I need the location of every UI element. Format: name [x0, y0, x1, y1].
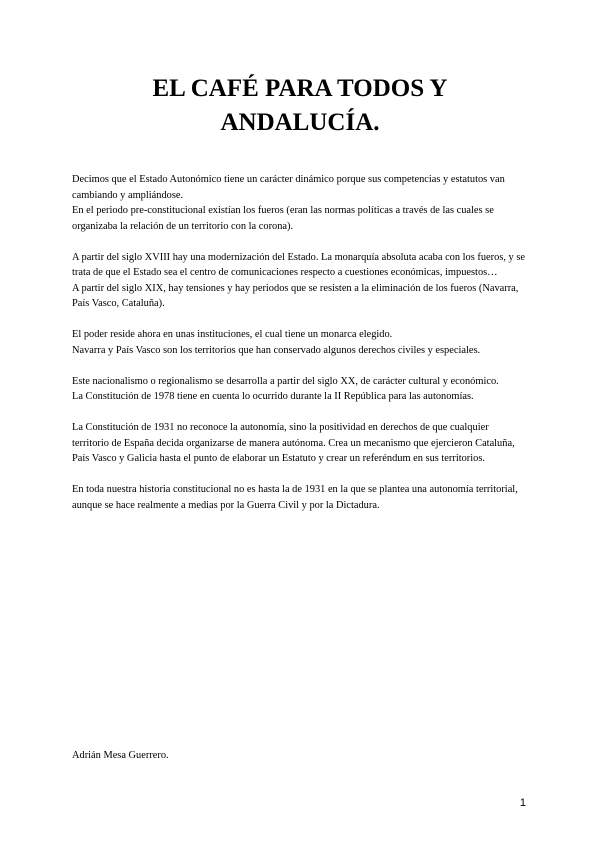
title-line: ANDALUCÍA.: [220, 109, 380, 136]
paragraph-nacionalismo: [72, 374, 528, 405]
text-line: A partir del siglo XVIII hay una modernización del Estado. La monarquía absoluta acaba con los fueros, y se trata de que el Estado sea el centro de comunicaciones respecto a cuestiones económicas, impuestos…: [72, 251, 526, 278]
text-line: En toda nuestra historia constitucional no es hasta la de 1931 en la que se plantea una autonomía territorial, aunque se hace realmente a medias por la Guerra Civil y por la Dictadura.: [72, 484, 518, 511]
text-line: La Constitución de 1978 tiene en cuenta lo ocurrido durante la II República para las autonomías.: [72, 391, 474, 402]
text-line: En el periodo pre-constitucional existían los fueros (eran las normas políticas a través de las cuales se organizaba la relación de un territorio con la corona).: [72, 205, 494, 232]
paragraph-poder: [72, 327, 528, 358]
document-body: [72, 172, 528, 529]
paragraph-historia-constitucional: [72, 482, 528, 513]
text-line: Este nacionalismo o regionalismo se desarrolla a partir del siglo XX, de carácter cultural y económico.: [72, 375, 499, 387]
text-line: Navarra y País Vasco son los territorios que han conservado algunos derechos civiles y especiales.: [72, 344, 481, 356]
page-number: 1: [519, 797, 526, 809]
text-line: Decimos que el Estado Autonómico tiene un carácter dinámico porque sus competencias y estatutos van cambiando y ampliándose.: [72, 174, 505, 201]
text-line: El poder reside ahora en unas instituciones, el cual tiene un monarca elegido.: [72, 329, 393, 340]
paragraph-constitucion-1931: [72, 420, 528, 467]
paragraph-fueros: [72, 172, 528, 234]
paragraph-siglo-xviii: [72, 250, 528, 312]
document-title: [60, 72, 540, 140]
text-line: La Constitución de 1931 no reconoce la autonomía, sino la positividad en derechos de que cualquier territorio de España decida organizarse de manera autónoma. Crea un mecanismo que ejercieron Cataluña, País Vasco y Galicia hasta el punto de elaborar un Estatuto y crear un referéndum en sus territorios.: [72, 422, 515, 464]
title-line: EL CAFÉ PARA TODOS Y: [152, 75, 448, 102]
text-line: A partir del siglo XIX, hay tensiones y hay periodos que se resisten a la eliminación de los fueros (Navarra, País Vasco, Cataluña).: [72, 282, 519, 309]
author-signature: Adrián Mesa Guerrero.: [72, 750, 169, 761]
